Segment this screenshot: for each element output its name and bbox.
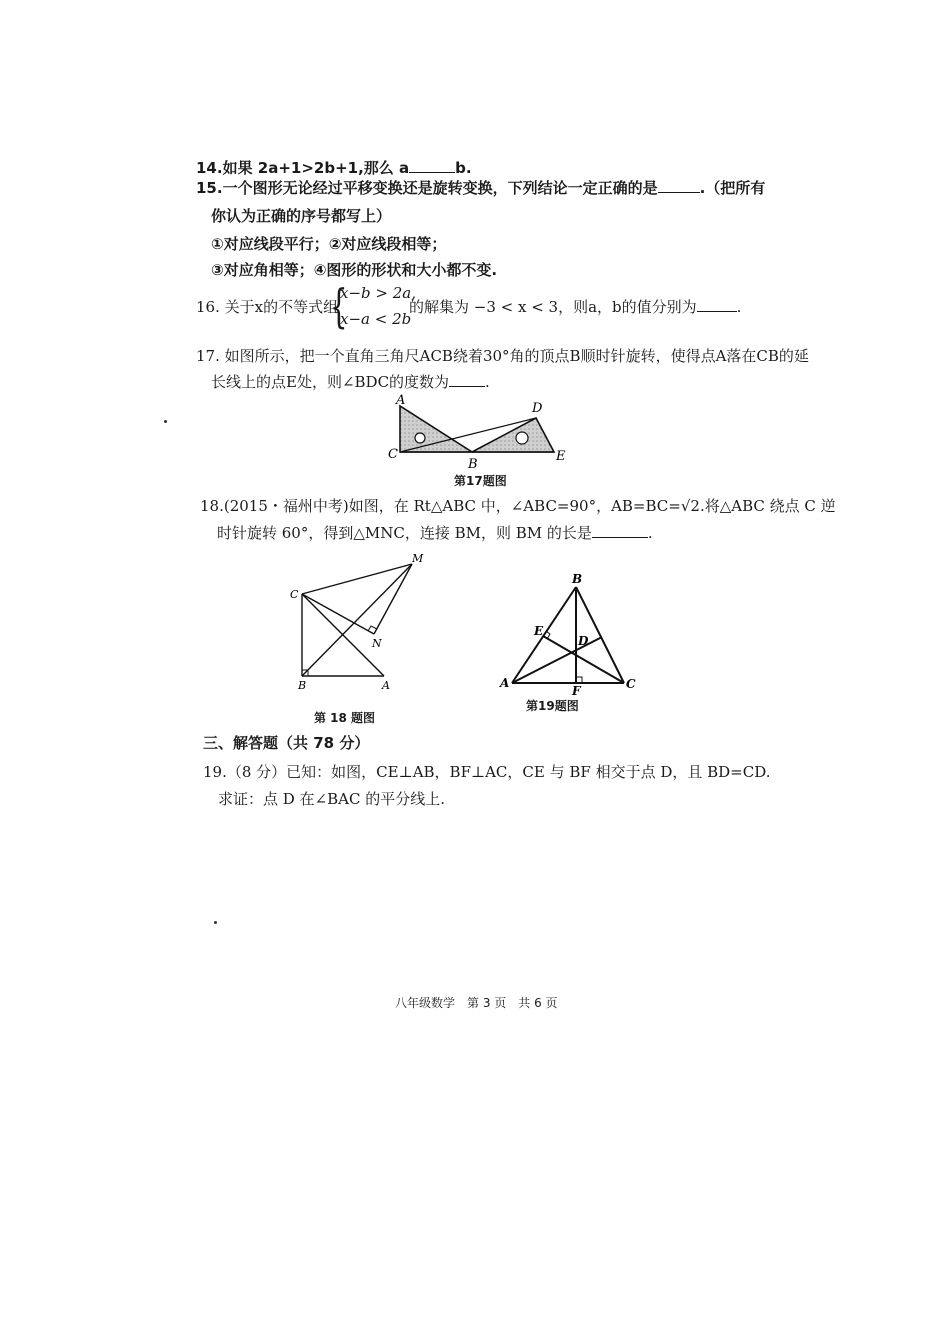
q16-suffix: 的解集为 −3 < x < 3，则a，b的值分别为: [409, 298, 697, 316]
label-b: B: [298, 679, 307, 692]
figure-19: [496, 573, 646, 698]
segment-bm: [302, 564, 412, 676]
label-d: D: [532, 401, 543, 416]
footer-subject: 八年级数学: [395, 996, 456, 1010]
question-17-line1: 17. 如图所示，把一个直角三角尺ACB绕着30°角的顶点B顺时针旋转，使得点A落在CB的延: [196, 347, 809, 365]
figure-17-caption: 第17题图: [454, 474, 507, 488]
question-16-suffix: [409, 297, 741, 317]
label-e: E: [534, 624, 544, 638]
q15-end: .（把所有: [699, 179, 766, 197]
q16-answer-blank[interactable]: [697, 297, 737, 312]
inequality-row-1: x−b > 2a,: [340, 284, 416, 302]
page-footer: [395, 994, 570, 1011]
segment-cm: [302, 564, 412, 594]
hole-left: [415, 433, 425, 443]
q18-end: .: [647, 524, 653, 542]
triangle-acb: [400, 406, 472, 452]
segment-ab: [512, 587, 576, 683]
footer-total: 共 6 页: [518, 996, 558, 1010]
section-3-heading: 三、解答题（共 78 分）: [203, 734, 370, 752]
question-15-line2: 你认为正确的序号都写上）: [211, 207, 392, 225]
question-18-line2: [217, 523, 653, 543]
question-15-option2: ③对应角相等；④图形的形状和大小都不变.: [211, 261, 498, 279]
brace-symbol: {: [330, 279, 348, 333]
figure-18-caption: 第 18 题图: [314, 711, 376, 725]
q15-text: 15.一个图形无论经过平移变换还是旋转变换，下列结论一定正确的是: [196, 179, 658, 197]
q16-end: .: [736, 298, 742, 316]
label-n: N: [372, 637, 382, 650]
question-19-line1: 19.（8 分）已知：如图，CE⊥AB，BF⊥AC，CE 与 BF 相交于点 D，且 BD=CD.: [203, 763, 771, 781]
hole-right: [516, 432, 528, 444]
question-15-option1: ①对应线段平行；②对应线段相等；: [211, 235, 447, 253]
label-b: B: [468, 457, 478, 472]
label-c: C: [290, 588, 299, 601]
scan-speck: [214, 921, 217, 924]
q18-text: 时针旋转 60°，得到△MNC，连接 BM，则 BM 的长是: [217, 524, 592, 542]
label-f: F: [572, 684, 581, 698]
question-14: [196, 158, 472, 178]
q17-answer-blank[interactable]: [449, 372, 485, 387]
figure-19-caption: 第19题图: [526, 699, 579, 713]
label-e: E: [556, 449, 566, 464]
q18-answer-blank[interactable]: [592, 523, 648, 538]
label-a: A: [382, 679, 390, 692]
label-c: C: [626, 677, 636, 691]
q14-prefix: 14.如果 2a+1>2b+1,那么 a: [196, 159, 410, 177]
question-15-line1: [196, 178, 765, 198]
question-19-line2: 求证：点 D 在∠BAC 的平分线上.: [218, 790, 446, 808]
question-16-prefix: 16. 关于x的不等式组: [196, 298, 339, 316]
q14-answer-blank[interactable]: [409, 158, 455, 173]
inequality-system: [330, 279, 416, 333]
q17-text: 长线上的点E处，则∠BDC的度数为: [211, 373, 450, 391]
inequality-row-2: x−a < 2b: [340, 310, 412, 328]
footer-page: 第 3 页: [467, 996, 507, 1010]
label-m: M: [412, 552, 424, 565]
figure-18: [284, 550, 434, 695]
question-17-line2: [211, 372, 490, 392]
label-b: B: [572, 573, 583, 586]
label-c: C: [388, 447, 398, 462]
q14-suffix: b.: [455, 159, 472, 177]
q17-end: .: [485, 373, 490, 391]
label-a: A: [500, 676, 510, 690]
question-18-line1: 18.(2015・福州中考)如图，在 Rt△ABC 中，∠ABC=90°，AB=BC=√2.将△ABC 绕点 C 逆: [200, 497, 836, 515]
segment-nm: [374, 564, 412, 634]
label-d: D: [578, 634, 589, 648]
label-a: A: [396, 393, 406, 408]
q15-answer-blank[interactable]: [658, 178, 700, 193]
figure-17: [388, 392, 578, 472]
scan-speck: [164, 420, 167, 423]
